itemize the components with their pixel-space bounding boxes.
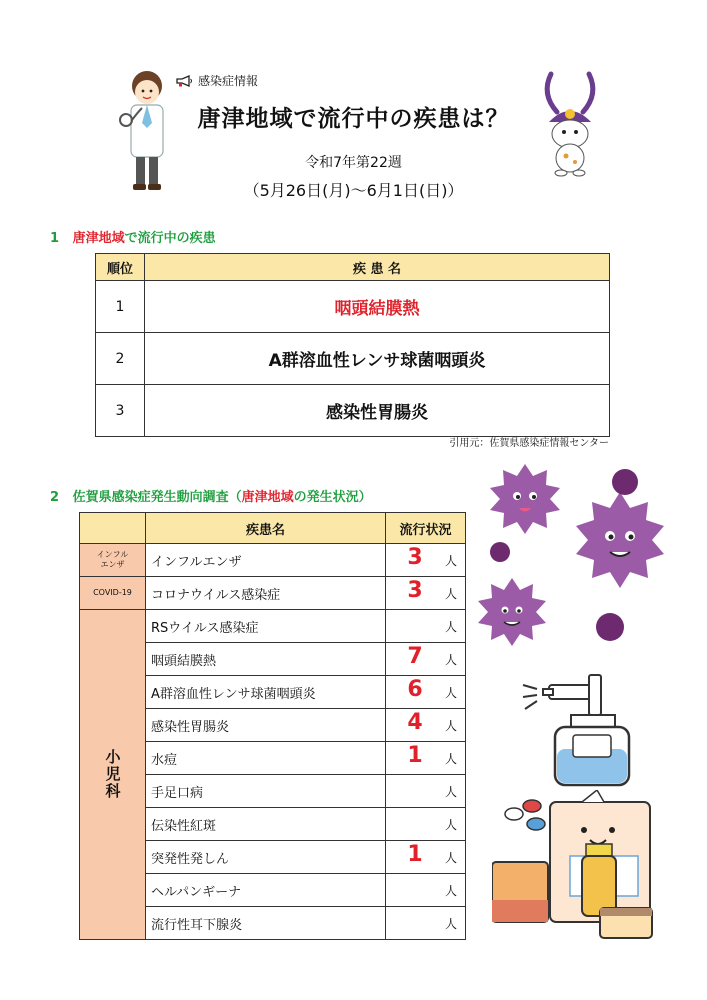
disease-name-cell: A群溶血性レンサ球菌咽頭炎	[146, 676, 386, 709]
section1-title-rest: で流行中の疾患	[124, 231, 216, 246]
category-pediatrics: 小児科	[80, 610, 146, 940]
ranking-table	[95, 253, 610, 437]
disease-name-cell: 咽頭結膜熱	[146, 643, 386, 676]
count-cell	[386, 643, 466, 676]
section1-title-area: 唐津地域	[72, 231, 125, 246]
unit-label: 人	[444, 554, 457, 568]
page-title: 唐津地域で流行中の疾患は？	[197, 106, 510, 132]
disease-name-cell: 手足口病	[146, 775, 386, 808]
section1-heading	[50, 227, 216, 246]
disease-name-cell: 流行性耳下腺炎	[146, 907, 386, 940]
report-date-range: （5月26日(月)～6月1日(日)）	[243, 181, 464, 200]
unit-label: 人	[444, 719, 457, 733]
count-cell	[386, 544, 466, 577]
outbreak-table-header	[80, 513, 466, 544]
section2-title-area: 唐津地域	[241, 490, 294, 505]
column-header-status: 流行状況	[386, 513, 466, 544]
case-count: 1	[407, 743, 423, 768]
section2-number: 2	[50, 490, 60, 505]
unit-label: 人	[444, 752, 457, 766]
category-covid19: COVID-19	[80, 577, 146, 610]
rank-cell: 1	[96, 281, 145, 333]
case-count: 3	[407, 545, 423, 570]
table-row	[96, 281, 610, 333]
disease-name-cell: 突発性発しん	[146, 841, 386, 874]
rank-cell: 3	[96, 385, 145, 437]
section2-title-b: の発生状況）	[293, 490, 372, 505]
table-row	[80, 577, 466, 610]
unit-label: 人	[444, 686, 457, 700]
unit-label: 人	[444, 620, 457, 634]
disease-name-cell: RSウイルス感染症	[146, 610, 386, 643]
virus-icon	[478, 578, 546, 646]
disease-name-cell: 咽頭結膜熱	[145, 281, 610, 333]
unit-label: 人	[444, 917, 457, 931]
rank-cell: 2	[96, 333, 145, 385]
outbreak-table	[79, 512, 466, 940]
disease-name-cell: 伝染性紅斑	[146, 808, 386, 841]
disease-name-cell: ヘルパンギーナ	[146, 874, 386, 907]
badge-label: 感染症情報	[198, 74, 259, 88]
unit-label: 人	[444, 653, 457, 667]
section1-number: 1	[50, 231, 60, 246]
disease-name-cell: 感染性胃腸炎	[146, 709, 386, 742]
unit-label: 人	[444, 785, 457, 799]
count-cell	[386, 676, 466, 709]
case-count: 4	[407, 710, 423, 735]
table-row	[80, 610, 466, 643]
column-header-category	[80, 513, 146, 544]
column-header-disease: 疾 患 名	[145, 254, 610, 281]
disease-name-cell: コロナウイルス感染症	[146, 577, 386, 610]
source-citation: 引用元：佐賀県感染症情報センター	[449, 438, 609, 449]
sanitizer-bottle-illustration	[515, 665, 635, 790]
medicine-illustration	[492, 790, 664, 948]
disease-name-cell: A群溶血性レンサ球菌咽頭炎	[145, 333, 610, 385]
column-header-rank: 順位	[96, 254, 145, 281]
disease-name-cell: 感染性胃腸炎	[145, 385, 610, 437]
virus-illustration	[470, 452, 670, 672]
disease-name-cell: 水痘	[146, 742, 386, 775]
column-header-disease: 疾患名	[146, 513, 386, 544]
count-cell	[386, 742, 466, 775]
report-week: 令和7年第22週	[305, 155, 402, 171]
megaphone-icon	[176, 75, 193, 87]
unit-label: 人	[444, 884, 457, 898]
count-cell	[386, 709, 466, 742]
header-badge	[176, 72, 258, 89]
unit-label: 人	[444, 818, 457, 832]
count-cell	[386, 874, 466, 907]
count-cell	[386, 577, 466, 610]
case-count: 7	[407, 644, 423, 669]
table-row	[96, 333, 610, 385]
unit-label: 人	[444, 587, 457, 601]
virus-icon	[576, 492, 664, 588]
count-cell	[386, 775, 466, 808]
table-row	[80, 544, 466, 577]
virus-icon	[490, 464, 560, 534]
case-count: 6	[407, 677, 423, 702]
disease-name-cell: インフルエンザ	[146, 544, 386, 577]
section2-title-a: 佐賀県感染症発生動向調査（	[72, 490, 242, 505]
unit-label: 人	[444, 851, 457, 865]
count-cell	[386, 808, 466, 841]
count-cell	[386, 610, 466, 643]
table-row	[96, 385, 610, 437]
category-influenza: インフル エンザ	[80, 544, 146, 577]
ranking-table-header	[96, 254, 610, 281]
case-count: 3	[407, 578, 423, 603]
case-count: 1	[407, 842, 423, 867]
section2-heading	[50, 486, 372, 505]
count-cell	[386, 907, 466, 940]
count-cell	[386, 841, 466, 874]
